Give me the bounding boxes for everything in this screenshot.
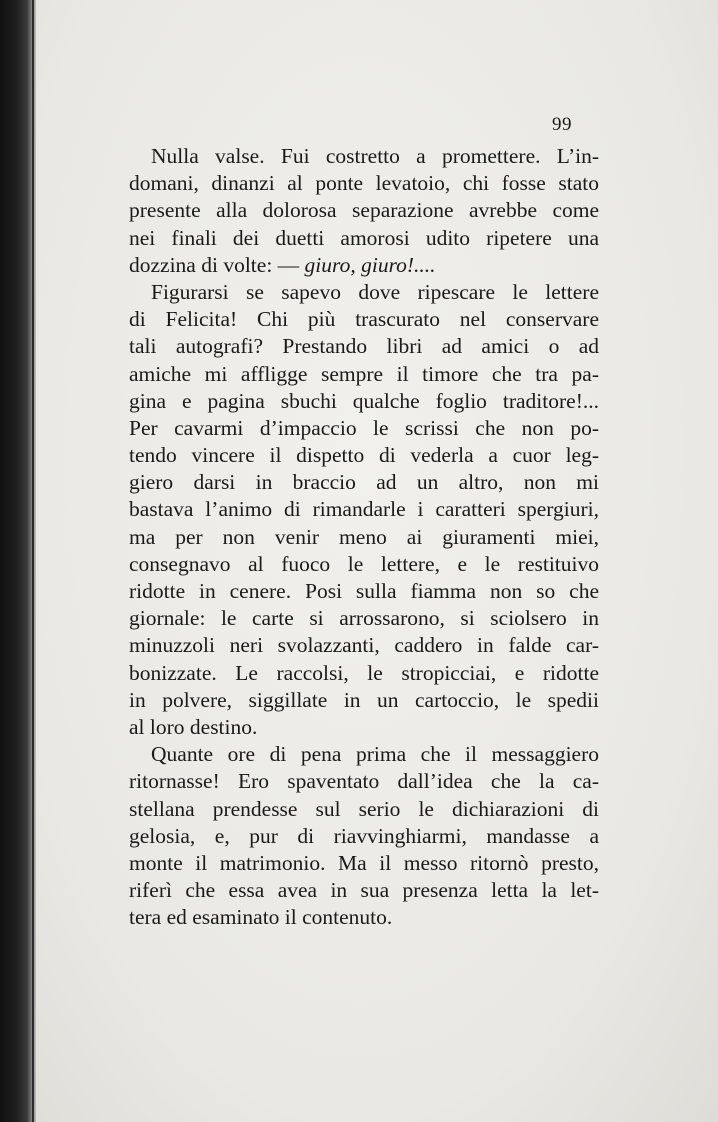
page-number: 99 [552,114,572,135]
paragraph-3 [129,741,599,931]
paragraph-1 [129,143,599,279]
text-line: amiche mi affligge sempre il timore che tra pa- [129,361,599,386]
text-line: Quante ore di pena prima che il messaggiero [151,742,599,767]
text-line: di Felicita! Chi più trascurato nel conservare [129,307,599,332]
text-line: ritornasse! Ero spaventato dall’idea che la ca- [129,769,599,794]
text-line: dozzina di volte: — [129,252,305,277]
text-line-with-italic [129,252,599,279]
text-line: tera ed esaminato il contenuto. [129,905,393,930]
text-line: Nulla valse. Fui costretto a promettere. L’in- [151,144,599,168]
text-line: giornale: le carte si arrossarono, si sciolsero in [129,606,599,631]
text-line: Per cavarmi d’impaccio le scrissi che non po- [129,415,599,440]
text-line: tendo vincere il dispetto di vederla a cuor leg- [129,443,599,468]
text-line: consegnavo al fuoco le lettere, e le restituivo [129,551,599,576]
text-line: stellana prendesse sul serio le dichiarazioni di [129,796,599,821]
text-line: gina e pagina sbuchi qualche foglio traditore!... [129,388,599,413]
text-line: bastava l’animo di rimandarle i caratteri spergiuri, [129,497,599,522]
text-line: nei finali dei duetti amorosi udito ripetere una [129,225,599,250]
italic-quote: giuro, giuro!.... [304,252,436,277]
text-line: Figurarsi se sapevo dove ripescare le lettere [151,279,599,304]
text-line: al loro destino. [129,714,258,739]
text-line: minuzzoli neri svolazzanti, caddero in falde car- [129,633,599,658]
text-line: presente alla dolorosa separazione avrebbe come [129,198,599,223]
gutter-line [32,0,34,1122]
text-line: riferì che essa avea in sua presenza letta la let- [129,878,599,903]
paragraph-2 [129,279,599,741]
body-text [129,143,599,931]
text-line: bonizzate. Le raccolsi, le stropicciai, e ridotte [129,660,599,685]
text-line: giero darsi in braccio ad un altro, non mi [129,470,599,495]
text-line: domani, dinanzi al ponte levatoio, chi fosse stato [129,171,599,196]
text-line: monte il matrimonio. Ma il messo ritornò presto, [129,850,599,875]
text-line: ridotte in cenere. Posi sulla fiamma non so che [129,579,599,603]
text-line: ma per non venir meno ai giuramenti miei, [129,524,599,549]
text-line: in polvere, siggillate in un cartoccio, le spedii [129,687,599,712]
book-spine-shadow [0,0,36,1122]
text-line: gelosia, e, pur di riavvinghiarmi, mandasse a [129,823,599,848]
text-line: tali autografi? Prestando libri ad amici o ad [129,334,599,359]
